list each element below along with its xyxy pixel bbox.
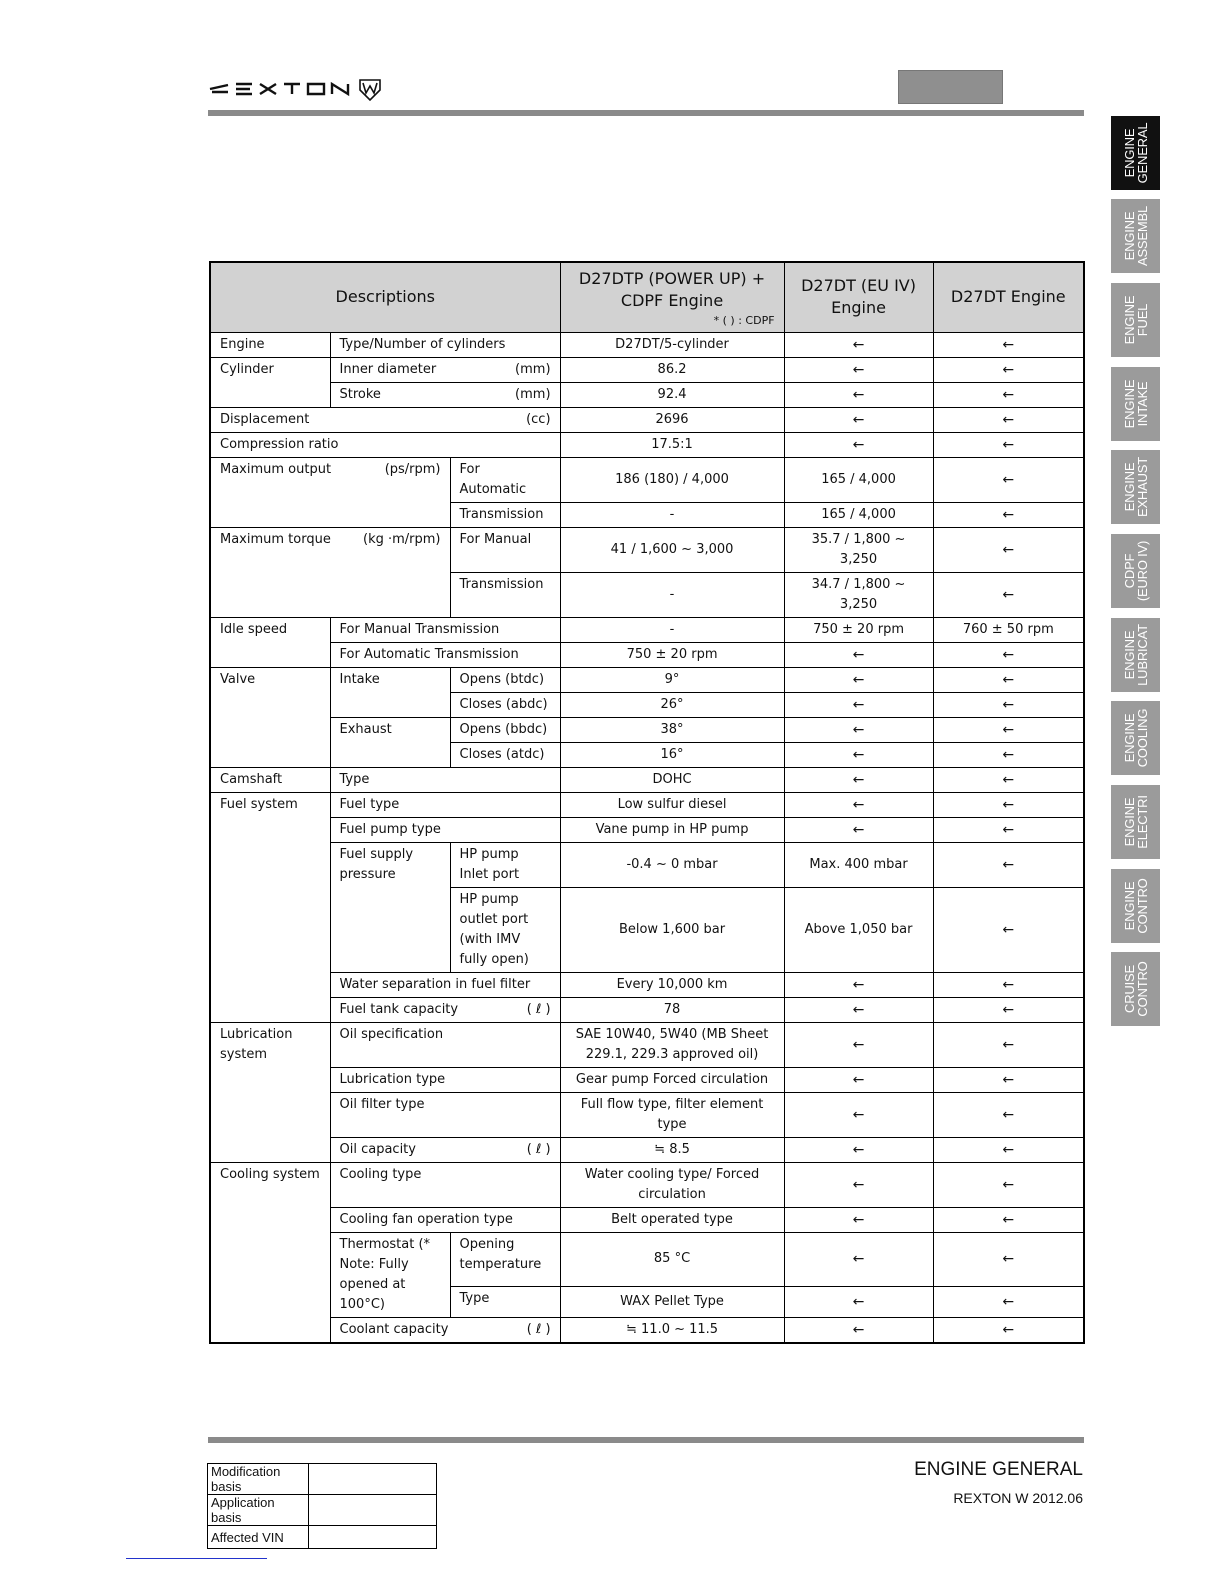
header-d27dt-eu4: D27DT (EU IV) Engine xyxy=(784,262,933,332)
table-row: Cylinder Inner diameter (mm) 86.2 ← ← xyxy=(210,357,1084,382)
table-row: Fuel pump type Vane pump in HP pump ← ← xyxy=(210,817,1084,842)
link-underline xyxy=(126,1558,267,1559)
table-row: Lubrication system Oil specification SAE 10W40, 5W40 (MB Sheet 229.1, 229.3 approved oil) ← ← xyxy=(210,1022,1084,1067)
table-row: Engine Type/Number of cylinders D27DT/5-cylinder ← ← xyxy=(210,332,1084,357)
table-row: Camshaft Type DOHC ← ← xyxy=(210,767,1084,792)
tab-engine-exhaust[interactable]: ENGINE EXHAUST xyxy=(1111,450,1160,524)
table-row: For Automatic Transmission 750 ± 20 rpm ← ← xyxy=(210,642,1084,667)
footer-title: ENGINE GENERAL xyxy=(914,1459,1083,1480)
table-row: Cooling fan operation type Belt operated type ← ← xyxy=(210,1207,1084,1232)
footer-subtitle: REXTON W 2012.06 xyxy=(953,1490,1083,1506)
tab-engine-assembly[interactable]: ENGINE ASSEMBL xyxy=(1111,199,1160,273)
modification-table xyxy=(207,1463,437,1549)
tab-engine-fuel[interactable]: ENGINE FUEL xyxy=(1111,283,1160,357)
table-row: Closes (atdc) 16° ← ← xyxy=(210,742,1084,767)
engine-spec-table xyxy=(209,261,1085,1344)
table-row: Idle speed For Manual Transmission - 750 ± 20 rpm 760 ± 50 rpm xyxy=(210,617,1084,642)
tab-engine-intake[interactable]: ENGINE INTAKE xyxy=(1111,367,1160,441)
table-row: Displacement (cc) 2696 ← ← xyxy=(210,407,1084,432)
table-row: Transmission - 165 / 4,000 ← xyxy=(210,502,1084,527)
table-row: Affected VIN xyxy=(208,1526,437,1549)
table-row: Stroke (mm) 92.4 ← ← xyxy=(210,382,1084,407)
table-row: Oil capacity ( ℓ ) ≒ 8.5 ← ← xyxy=(210,1137,1084,1162)
table-row: Water separation in fuel filter Every 10,000 km ← ← xyxy=(210,972,1084,997)
footer-rule xyxy=(208,1437,1084,1443)
table-row: Valve Intake Opens (btdc) 9° ← ← xyxy=(210,667,1084,692)
tab-engine-control[interactable]: ENGINE CONTRO xyxy=(1111,869,1160,943)
page-number-box xyxy=(898,70,1003,104)
table-row: Oil filter type Full flow type, filter element type ← ← xyxy=(210,1092,1084,1137)
tab-cdpf[interactable]: CDPF (EURO IV) xyxy=(1111,534,1160,608)
table-row: Closes (abdc) 26° ← ← xyxy=(210,692,1084,717)
tab-engine-cooling[interactable]: ENGINE COOLING xyxy=(1111,701,1160,775)
header-rule xyxy=(208,110,1084,116)
table-row: Fuel tank capacity ( ℓ ) 78 ← ← xyxy=(210,997,1084,1022)
table-row: Compression ratio 17.5:1 ← ← xyxy=(210,432,1084,457)
table-row: Modification basis xyxy=(208,1464,437,1495)
tab-engine-lubrication[interactable]: ENGINE LUBRICAT xyxy=(1111,618,1160,692)
table-row: Maximum output (ps/rpm) For Automatic 186 (180) / 4,000 165 / 4,000 ← xyxy=(210,457,1084,502)
table-row: Fuel system Fuel type Low sulfur diesel ← ← xyxy=(210,792,1084,817)
table-row: Thermostat (* Note: Fully opened at 100°C) Opening temperature 85 °C ← ← xyxy=(210,1232,1084,1287)
table-row: Exhaust Opens (bbdc) 38° ← ← xyxy=(210,717,1084,742)
table-row: Coolant capacity ( ℓ ) ≒ 11.0 ~ 11.5 ← ← xyxy=(210,1317,1084,1343)
table-row: HP pump outlet port (with IMV fully open) Below 1,600 bar Above 1,050 bar ← xyxy=(210,887,1084,972)
header-descriptions: Descriptions xyxy=(210,262,560,332)
table-row: Application basis xyxy=(208,1495,437,1526)
table-row: Transmission - 34.7 / 1,800 ~ 3,250 ← xyxy=(210,572,1084,617)
header-d27dt: D27DT Engine xyxy=(933,262,1084,332)
table-row: Cooling system Cooling type Water cooling type/ Forced circulation ← ← xyxy=(210,1162,1084,1207)
table-row: Type WAX Pellet Type ← ← xyxy=(210,1287,1084,1317)
rexton-logo xyxy=(208,76,384,102)
table-row: Lubrication type Gear pump Forced circulation ← ← xyxy=(210,1067,1084,1092)
table-row: Fuel supply pressure HP pump Inlet port -0.4 ~ 0 mbar Max. 400 mbar ← xyxy=(210,842,1084,887)
tab-engine-electrical[interactable]: ENGINE ELECTRI xyxy=(1111,785,1160,859)
tab-cruise-control[interactable]: CRUISE CONTRO xyxy=(1111,952,1160,1026)
tab-engine-general[interactable]: ENGINE GENERAL xyxy=(1111,116,1160,190)
header-d27dtp: D27DTP (POWER UP) + CDPF Engine * ( ) : CDPF xyxy=(560,262,784,332)
header-cdpf-note: * ( ) : CDPF xyxy=(713,313,775,327)
table-row: Maximum torque (kg ·m/rpm) For Manual 41 / 1,600 ~ 3,000 35.7 / 1,800 ~ 3,250 ← xyxy=(210,527,1084,572)
